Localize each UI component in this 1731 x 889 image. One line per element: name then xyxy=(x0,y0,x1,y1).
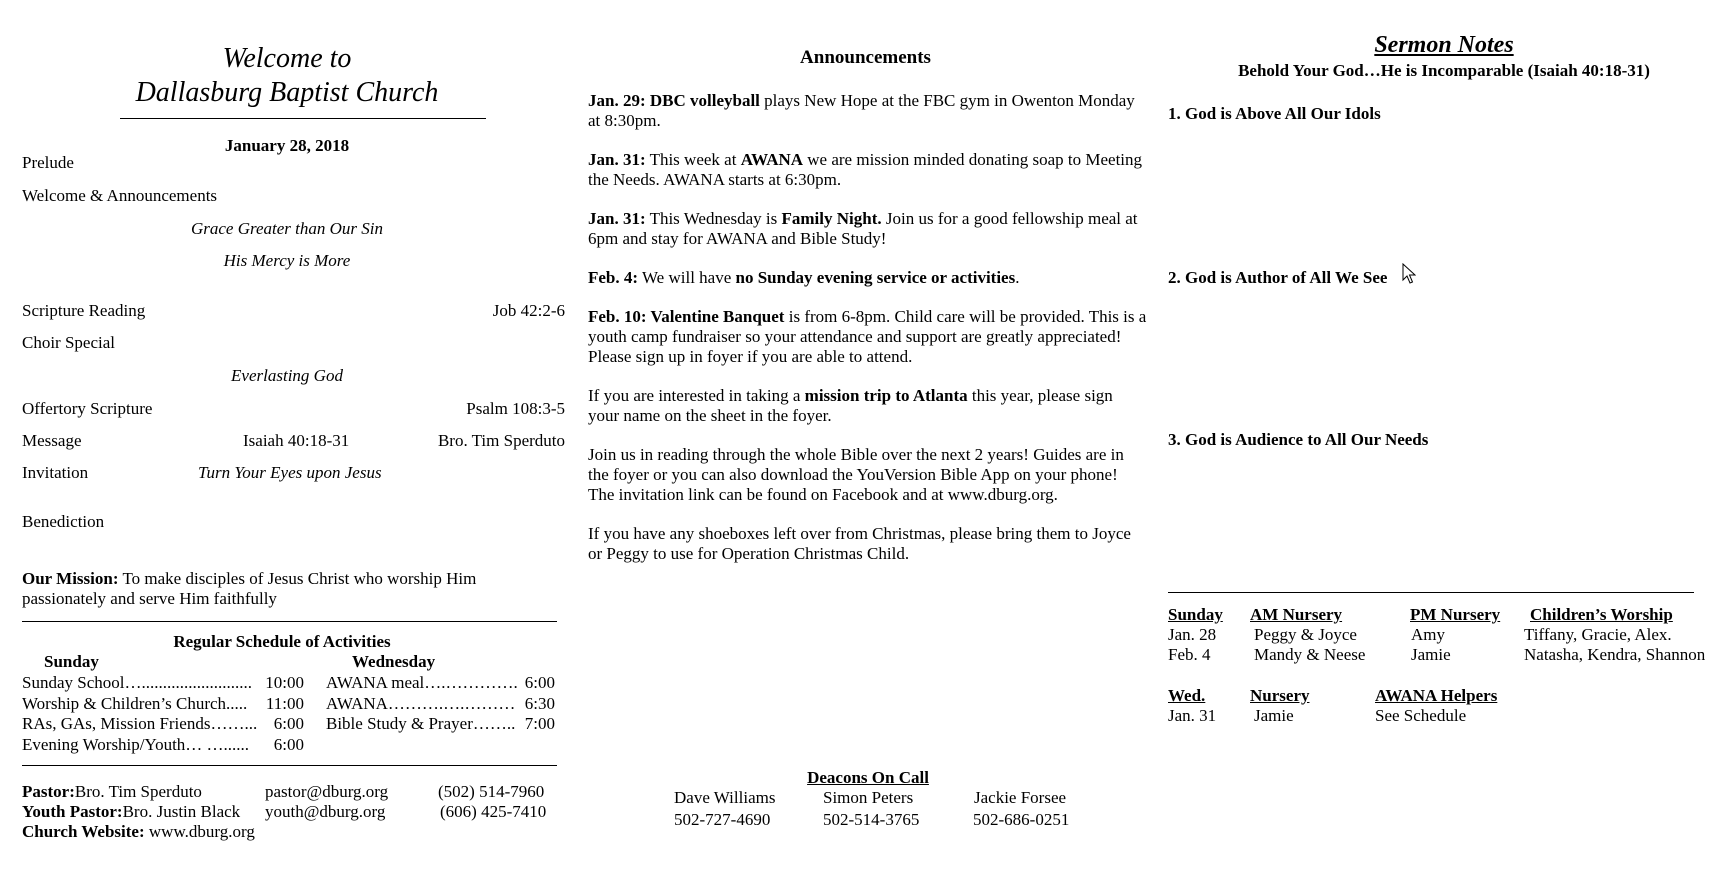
deacon-name: Simon Peters xyxy=(823,788,914,807)
announcement-text: Join us for a good fellowship meal at 6pm and stay for AWANA and Bible Study! xyxy=(588,209,1138,248)
deacon-phone: 502-686-0251 xyxy=(973,810,1070,829)
announcement-lead: Feb. 10: Valentine Banquet xyxy=(588,307,785,326)
order-offertory-ref: Psalm 108:3-5 xyxy=(466,399,565,418)
announcement-lead: Jan. 29: DBC volleyball xyxy=(588,91,760,110)
awana-helpers-head: AWANA Helpers xyxy=(1375,686,1498,705)
wed-nursery-head: Nursery xyxy=(1250,686,1310,705)
schedule-row xyxy=(326,694,555,715)
schedule-item-name: AWANA……….….……… xyxy=(326,693,516,713)
schedule-row xyxy=(22,735,304,756)
youth-pastor-label: Youth Pastor: xyxy=(22,802,123,821)
order-scripture-label: Scripture Reading xyxy=(22,301,146,320)
youth-pastor-name: Bro. Justin Black xyxy=(122,802,241,821)
schedule-item-time: 6:00 xyxy=(524,673,555,692)
sermon-point-2: 2. God is Author of All We See xyxy=(1168,268,1388,287)
announcement-emphasis: no Sunday evening service or activities xyxy=(735,268,1016,287)
announcement-item xyxy=(588,91,1148,131)
mission-statement xyxy=(22,569,542,609)
nursery-pm: Jamie xyxy=(1411,645,1451,664)
wednesday-schedule xyxy=(326,673,555,735)
announcement-text: Join us in reading through the whole Bible over the next 2 years! Guides are in the foyer or you can also download the YouVersion Bible App on your phone! The invitation link can be found on Facebook and at www.dburg.org. xyxy=(588,445,1124,504)
announcement-item xyxy=(588,268,1148,288)
mouse-cursor-icon xyxy=(1402,263,1416,285)
schedule-title: Regular Schedule of Activities xyxy=(173,632,391,651)
sunday-schedule xyxy=(22,673,304,755)
schedule-row xyxy=(22,714,304,735)
wed-date: Jan. 31 xyxy=(1168,706,1217,725)
nursery-am: Mandy & Neese xyxy=(1254,645,1366,664)
announcement-item xyxy=(588,445,1148,505)
sermon-point-3: 3. God is Audience to All Our Needs xyxy=(1168,430,1429,449)
welcome-title-line2: Dallasburg Baptist Church xyxy=(135,77,439,108)
nursery-head-children: Children’s Worship xyxy=(1530,605,1673,624)
order-message-ref: Isaiah 40:18-31 xyxy=(243,431,350,450)
announcement-text: If you are interested in taking a xyxy=(588,386,805,405)
nursery-divider xyxy=(1168,592,1694,593)
sermon-point-1: 1. God is Above All Our Idols xyxy=(1168,104,1381,123)
schedule-item-name: AWANA meal….…………. xyxy=(326,673,518,692)
announcement-text: this year, please sign your name on the sheet in the foyer. xyxy=(588,386,1113,425)
announcement-text: plays New Hope at the FBC gym in Owenton Monday at 8:30pm. xyxy=(588,91,1135,130)
order-offertory-label: Offertory Scripture xyxy=(22,399,153,418)
schedule-item-time: 6:00 xyxy=(273,714,304,733)
announcement-emphasis: mission trip to Atlanta xyxy=(804,386,968,405)
announcement-text: This week at xyxy=(645,150,741,169)
wed-awana: See Schedule xyxy=(1375,706,1467,725)
nursery-head-pm: PM Nursery xyxy=(1410,605,1501,624)
website-label: Church Website: xyxy=(22,822,145,841)
schedule-item-time: 6:00 xyxy=(273,734,304,754)
announcement-text: If you have any shoeboxes left over from Christmas, please bring them to Joyce or Peggy to use for Operation Christmas Child. xyxy=(588,524,1131,563)
announcements-list xyxy=(588,91,1148,583)
announcement-item xyxy=(588,150,1148,190)
announcement-text: we are mission minded donating soap to Meeting the Needs. AWANA starts at 6:30pm. xyxy=(588,150,1143,189)
announcement-item xyxy=(588,307,1148,367)
order-invitation-song: Turn Your Eyes upon Jesus xyxy=(198,463,382,482)
order-prelude: Prelude xyxy=(22,153,74,172)
announcement-text: . xyxy=(1015,268,1020,287)
schedule-item-time: 11:00 xyxy=(265,693,304,713)
schedule-item-time: 6:30 xyxy=(524,693,555,713)
schedule-row xyxy=(22,694,304,715)
schedule-row xyxy=(326,714,555,735)
announcement-text: is from 6-8pm. Child care will be provided. This is a youth camp fundraiser so your attendance and support are greatly appreciated! Please sign up in foyer if you are able to attend. xyxy=(588,307,1147,366)
order-choir-label: Choir Special xyxy=(22,333,116,352)
mission-divider xyxy=(22,621,557,622)
nursery-date: Jan. 28 xyxy=(1168,625,1217,644)
order-choir-song: Everlasting God xyxy=(231,366,343,385)
church-website xyxy=(22,822,255,842)
announcement-lead: Jan. 31: xyxy=(588,150,646,169)
announcement-lead: Feb. 4: xyxy=(588,268,639,287)
mission-text: To make disciples of Jesus Christ who worship Him passionately and serve Him faithfully xyxy=(22,569,477,608)
welcome-title-line1: Welcome to xyxy=(222,43,352,74)
deacon-name: Dave Williams xyxy=(674,788,776,807)
nursery-am: Peggy & Joyce xyxy=(1254,625,1357,644)
sermon-subtitle: Behold Your God…He is Incomparable (Isaiah 40:18-31) xyxy=(1238,61,1650,80)
nursery-pm: Amy xyxy=(1411,625,1445,644)
service-date: January 28, 2018 xyxy=(224,136,350,155)
announcement-item xyxy=(588,209,1148,249)
website-url: www.dburg.org xyxy=(144,822,255,841)
schedule-row xyxy=(22,673,304,694)
schedule-wednesday-head: Wednesday xyxy=(352,652,436,671)
schedule-item-time: 7:00 xyxy=(524,714,555,733)
schedule-sunday-head: Sunday xyxy=(44,652,99,671)
announcements-title: Announcements xyxy=(800,47,931,68)
order-scripture-ref: Job 42:2-6 xyxy=(492,301,565,320)
order-message-speaker: Bro. Tim Sperduto xyxy=(437,431,565,450)
nursery-children: Tiffany, Gracie, Alex. xyxy=(1524,625,1672,644)
wed-head: Wed. xyxy=(1168,686,1206,705)
youth-phone: (606) 425-7410 xyxy=(440,802,547,821)
pastor-label: Pastor: xyxy=(22,782,75,801)
announcement-item xyxy=(588,524,1148,564)
schedule-row xyxy=(326,673,555,694)
schedule-item-name: RAs, GAs, Mission Friends……... xyxy=(22,714,258,733)
schedule-item-name: Bible Study & Prayer…….. xyxy=(326,714,516,733)
schedule-item-time: 10:00 xyxy=(265,673,304,692)
order-song-2: His Mercy is More xyxy=(223,251,351,270)
announcement-item xyxy=(588,386,1148,426)
order-message-label: Message xyxy=(22,431,82,450)
nursery-head-sunday: Sunday xyxy=(1168,605,1223,624)
nursery-children: Natasha, Kendra, Shannon xyxy=(1524,645,1706,664)
announcement-emphasis: Family Night. xyxy=(781,209,882,228)
schedule-item-name: Worship & Children’s Church..... xyxy=(22,693,248,713)
pastor-email: pastor@dburg.org xyxy=(265,782,389,801)
deacon-phone: 502-514-3765 xyxy=(823,810,920,829)
youth-email: youth@dburg.org xyxy=(265,802,386,821)
pastor-name: Bro. Tim Sperduto xyxy=(74,782,202,801)
youth-pastor-contact xyxy=(22,802,240,822)
title-divider xyxy=(120,118,486,119)
pastor-phone: (502) 514-7960 xyxy=(438,782,545,801)
deacons-title: Deacons On Call xyxy=(807,768,929,787)
schedule-divider xyxy=(22,765,557,766)
nursery-head-am: AM Nursery xyxy=(1250,605,1343,624)
order-welcome: Welcome & Announcements xyxy=(22,186,218,205)
announcement-emphasis: AWANA xyxy=(740,150,804,169)
order-invitation-label: Invitation xyxy=(22,463,89,482)
announcement-lead: Jan. 31: xyxy=(588,209,646,228)
deacon-name: Jackie Forsee xyxy=(974,788,1067,807)
announcement-text: This Wednesday is xyxy=(645,209,782,228)
nursery-date: Feb. 4 xyxy=(1168,645,1211,664)
sermon-title: Sermon Notes xyxy=(1374,32,1514,58)
announcement-text: We will have xyxy=(638,268,736,287)
mission-label: Our Mission: xyxy=(22,569,119,588)
schedule-item-name: Evening Worship/Youth… …...... xyxy=(22,734,250,754)
pastor-contact xyxy=(22,782,202,802)
order-song-1: Grace Greater than Our Sin xyxy=(190,219,383,238)
order-benediction: Benediction xyxy=(22,512,105,531)
deacon-phone: 502-727-4690 xyxy=(674,810,771,829)
schedule-item-name: Sunday School….......................... xyxy=(22,673,252,692)
wed-nursery: Jamie xyxy=(1254,706,1294,725)
